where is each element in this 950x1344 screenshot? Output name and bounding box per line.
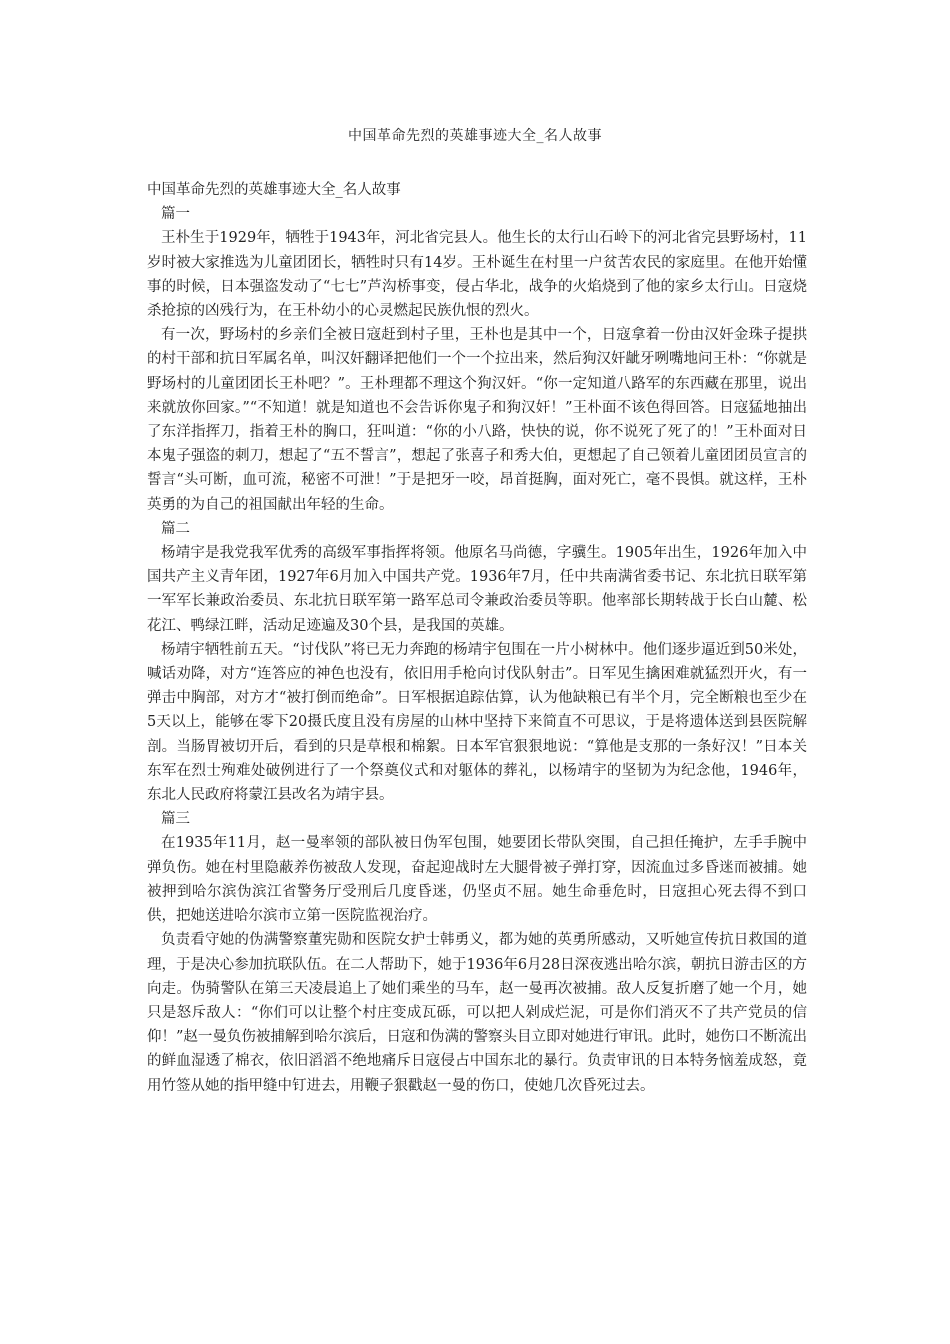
document-title: 中国革命先烈的英雄事迹大全_名人故事	[348, 128, 602, 144]
paragraph: 王朴生于1929年，牺牲于1943年，河北省完县人。他生长的太行山石岭下的河北省完县野场村，11岁时被大家推选为儿童团团长，牺牲时只有14岁。王朴诞生在村里一户贫苦农民的家庭里。在他开始懂事的时候，日本强盗发动了“七七”芦沟桥事变，侵占华北，战争的火焰烧到了他的家乡太行山。日寇烧杀抢掠的凶残行为，在王朴幼小的心灵燃起民族仇恨的烈火。	[147, 230, 807, 320]
paragraph: 负责看守她的伪满警察董宪勋和医院女护士韩勇义，都为她的英勇所感动，又听她宣传抗日救国的道理，于是决心参加抗联队伍。在二人帮助下，她于1936年6月28日深夜逃出哈尔滨，朝抗日游击区的方向走。伪骑警队在第三天凌晨追上了她们乘坐的马车，赵一曼再次被捕。敌人反复折磨了她一个月，她只是怒斥敌人：“你们可以让整个村庄变成瓦砾，可以把人剁成烂泥，可是你们消灭不了共产党员的信仰！”赵一曼负伤被捕解到哈尔滨后，日寇和伪满的警察头目立即对她进行审讯。此时，她伤口不断流出的鲜血湿透了棉衣，依旧滔滔不绝地痛斥日寇侵占中国东北的暴行。负责审讯的日本特务恼羞成怒，竟用竹签从她的指甲缝中钉进去，用鞭子狠戳赵一曼的伤口，使她几次昏死过去。	[147, 932, 807, 1094]
paragraph: 在1935年11月，赵一曼率领的部队被日伪军包围，她要团长带队突围，自己担任掩护，左手手腕中弹负伤。她在村里隐蔽养伤被敌人发现，奋起迎战时左大腿骨被子弹打穿，因流血过多昏迷而被捕。她被押到哈尔滨伪滨江省警务厅受刑后几度昏迷，仍坚贞不屈。她生命垂危时，日寇担心死去得不到口供，把她送进哈尔滨市立第一医院监视治疗。	[147, 835, 807, 925]
document-subtitle: 中国革命先烈的英雄事迹大全_名人故事	[147, 182, 401, 198]
section-label-1: 篇一	[161, 206, 190, 223]
section-label-2: 篇二	[161, 520, 190, 537]
section-label-3: 篇三	[161, 811, 190, 828]
paragraph: 杨靖宇是我党我军优秀的高级军事指挥将领。他原名马尚德，字骥生。1905年出生，1926年加入中国共产主义青年团，1927年6月加入中国共产党。1936年7月，任中共南满省委书记、东北抗日联军第一军军长兼政治委员、东北抗日联军第一路军总司令兼政治委员等职。他率部长期转战于长白山麓、松花江、鸭绿江畔，活动足迹遍及30个县，是我国的英雄。	[147, 545, 807, 634]
paragraph: 有一次，野场村的乡亲们全被日寇赶到村子里，王朴也是其中一个，日寇拿着一份由汉奸金珠子提拱的村干部和抗日军属名单，叫汉奸翻译把他们一个一个拉出来，然后狗汉奸龇牙咧嘴地问王朴：“你就是野场村的儿童团团长王朴吧？”。王朴理都不理这个狗汉奸。“你一定知道八路军的东西藏在那里，说出来就放你回家。”“不知道！就是知道也不会告诉你鬼子和狗汉奸！”王朴面不该色得回答。日寇猛地抽出了东洋指挥刀，指着王朴的胸口，狂叫道：“你的小八路，快快的说，你不说死了死了的！”王朴面对日本鬼子强盗的刺刀，想起了“五不誓言”，想起了张喜子和秀大伯，更想起了自己领着儿童团团员宣言的誓言“头可断，血可流，秘密不可泄！”于是把牙一咬，昂首挺胸，面对死亡，毫不畏惧。就这样，王朴英勇的为自己的祖国献出年轻的生命。	[147, 327, 807, 513]
paragraph: 杨靖宇牺牲前五天。“讨伐队”将已无力奔跑的杨靖宇包围在一片小树林中。他们逐步逼近到50米处，喊话劝降，对方“连答应的神色也没有，依旧用手枪向讨伐队射击”。日军见生擒困难就猛烈开火，有一弹击中胸部，对方才“被打倒而绝命”。日军根据追踪估算，认为他缺粮已有半个月，完全断粮也至少在5天以上，能够在零下20摄氏度且没有房屋的山林中坚持下来简直不可思议，于是将遗体送到县医院解剖。当肠胃被切开后，看到的只是草根和棉絮。日本军官狠狠地说：“算他是支那的一条好汉！”日本关东军在烈士殉难处破例进行了一个祭奠仪式和对躯体的葬礼，以杨靖宇的坚韧为为纪念他，1946年，东北人民政府将蒙江县改名为靖宇县。	[147, 641, 807, 804]
document-body	[147, 178, 807, 1098]
